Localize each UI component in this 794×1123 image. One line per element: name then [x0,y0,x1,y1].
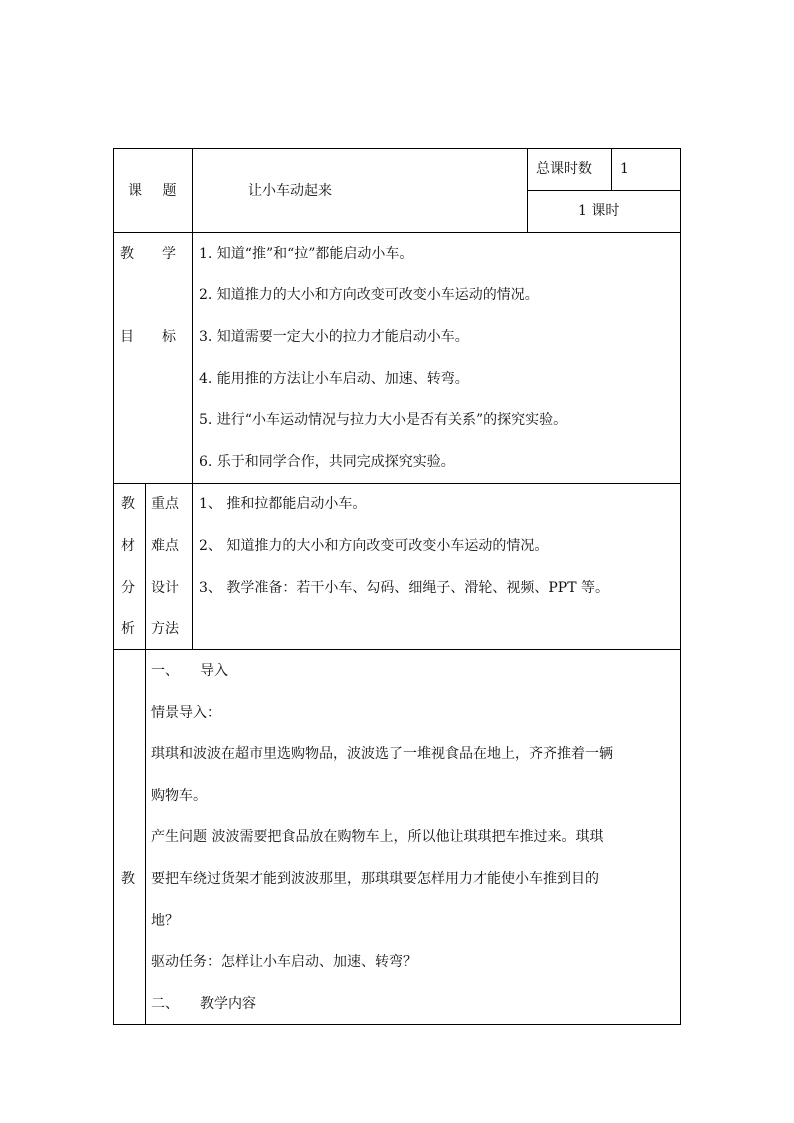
row-divider-1 [113,232,681,233]
goal-item: 1. 知道“推”和“拉”都能启动小车。 [199,246,414,262]
teaching-line: 要把车绕过货架才能到波波那里，那琪琪要怎样用力才能使小车推到目的 [151,871,599,887]
analysis-col-divider-2 [192,483,193,650]
teaching-line: 产生问题 波波需要把食品放在购物车上，所以他让琪琪把车推过来。琪琪 [151,829,604,845]
header-col-divider-2 [527,148,528,233]
analysis-sub-label: 设计 [151,580,179,596]
analysis-item: 2、 知道推力的大小和方向改变可改变小车运动的情况。 [199,538,549,554]
header-inner-divider [527,190,681,191]
teaching-line: 二、 教学内容 [151,996,256,1012]
analysis-label-char: 析 [121,621,135,637]
table-border-right [680,148,681,1025]
teaching-line: 驱动任务：怎样让小车启动、加速、转弯？ [151,954,417,970]
analysis-sub-label: 重点 [151,496,179,512]
analysis-col-divider-1 [145,483,146,650]
analysis-label-char: 分 [121,580,135,596]
teaching-line: 一、 导入 [151,663,228,679]
header-col-divider-1 [192,148,193,233]
goals-label-bottom: 目 标 [120,329,176,345]
teaching-line: 购物车。 [151,788,207,804]
goal-item: 6. 乐于和同学合作，共同完成探究实验。 [199,454,455,470]
goal-item: 5. 进行“小车运动情况与拉力大小是否有关系”的探究实验。 [199,412,568,428]
subject-title: 让小车动起来 [248,183,332,199]
total-hours-value: 1 [620,161,629,177]
teaching-line: 琪琪和波波在超市里选购物品，波波选了一堆视食品在地上，齐齐推着一辆 [151,746,613,762]
teaching-side-label: 教 [121,871,135,887]
table-border-top [113,148,681,149]
analysis-item: 1、 推和拉都能启动小车。 [199,496,367,512]
table-border-left [113,148,114,1025]
teaching-line: 情景导入： [151,705,221,721]
goals-col-divider [192,232,193,484]
header-col-divider-3 [611,148,612,191]
row-divider-2 [113,483,681,484]
subject-label: 课 题 [128,183,185,199]
goals-label-top: 教 学 [120,246,176,262]
analysis-sub-label: 难点 [151,538,179,554]
teaching-col-divider [145,649,146,1025]
analysis-label-char: 材 [121,538,135,554]
goal-item: 3. 知道需要一定大小的拉力才能启动小车。 [199,329,469,345]
teaching-line: 地？ [151,913,179,929]
goal-item: 2. 知道推力的大小和方向改变可改变小车运动的情况。 [199,287,539,303]
hours-this-lesson: 1 课时 [578,203,620,219]
row-divider-3 [113,649,681,650]
analysis-item: 3、 教学准备：若干小车、勾码、细绳子、滑轮、视频、PPT 等。 [199,580,609,596]
goal-item: 4. 能用推的方法让小车启动、加速、转弯。 [199,371,469,387]
total-hours-label: 总课时数 [536,161,592,177]
analysis-sub-label: 方法 [151,621,179,637]
analysis-label-char: 教 [121,496,135,512]
table-border-bottom [113,1024,681,1025]
